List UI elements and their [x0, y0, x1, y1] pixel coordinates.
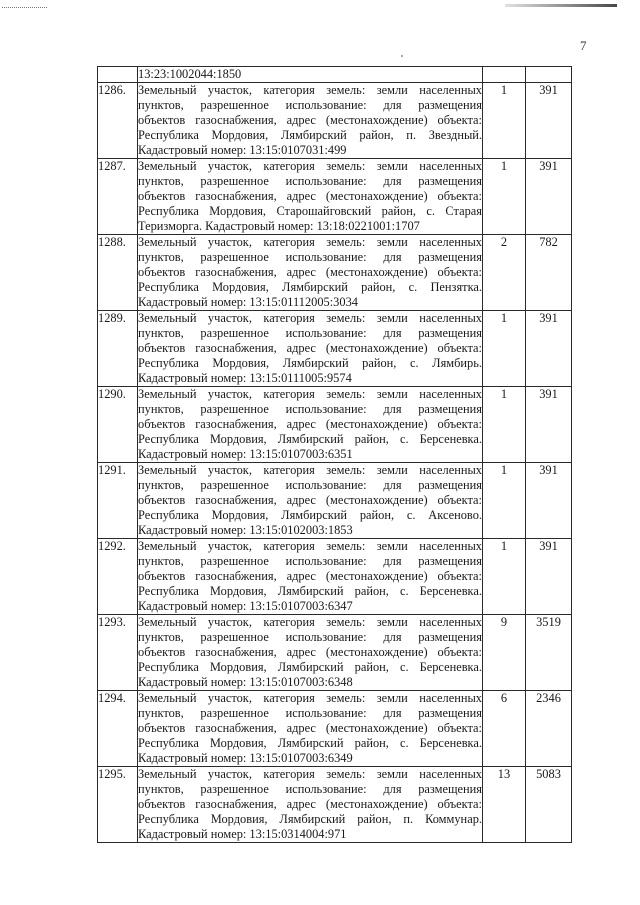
description-line: пунктов, разрешенное использование: для размещения	[138, 174, 482, 188]
description-line: объектов газоснабжения, адрес (местонахождение) объекта:	[138, 797, 482, 811]
table-row	[98, 311, 572, 387]
description-line: объектов газоснабжения, адрес (местонахождение) объекта:	[138, 417, 482, 431]
description-line: пунктов, разрешенное использование: для размещения	[138, 554, 482, 568]
description-line: Земельный участок, категория земель: земли населенных	[138, 539, 482, 553]
description-line: Кадастровый номер: 13:15:0314004:971	[138, 827, 347, 841]
row-number: 1287.	[98, 159, 138, 235]
description-cell	[138, 615, 483, 691]
description-line: пунктов, разрешенное использование: для размещения	[138, 782, 482, 796]
description-line: Республика Мордовия, Лямбирский район, с. Лямбирь.	[138, 356, 482, 370]
quantity-value: 6	[483, 691, 526, 767]
quantity-value: 1	[483, 463, 526, 539]
land-parcel-table	[97, 66, 572, 843]
row-number: 1289.	[98, 311, 138, 387]
description-line: пунктов, разрешенное использование: для размещения	[138, 630, 482, 644]
table-row	[98, 463, 572, 539]
description-line: Земельный участок, категория земель: земли населенных	[138, 463, 482, 477]
row-number: 1294.	[98, 691, 138, 767]
table-row	[98, 767, 572, 843]
row-number-cell	[98, 67, 138, 83]
description-line: Кадастровый номер: 13:15:0107003:6347	[138, 599, 353, 613]
description-line: объектов газоснабжения, адрес (местонахождение) объекта:	[138, 721, 482, 735]
quantity-value: 1	[483, 311, 526, 387]
continuation-row	[98, 67, 572, 83]
description-line: Кадастровый номер: 13:15:0107003:6348	[138, 675, 353, 689]
row-number: 1293.	[98, 615, 138, 691]
description-line: пунктов, разрешенное использование: для размещения	[138, 706, 482, 720]
description-cell	[138, 67, 483, 83]
area-value: 5083	[526, 767, 572, 843]
table-row	[98, 83, 572, 159]
description-line: пунктов, разрешенное использование: для размещения	[138, 250, 482, 264]
area-value: 391	[526, 539, 572, 615]
quantity-value: 2	[483, 235, 526, 311]
description-line: Кадастровый номер: 13:15:0107003:6349	[138, 751, 353, 765]
description-cell	[138, 767, 483, 843]
description-line: объектов газоснабжения, адрес (местонахождение) объекта:	[138, 265, 482, 279]
area-value: 2346	[526, 691, 572, 767]
description-line: Земельный участок, категория земель: земли населенных	[138, 311, 482, 325]
description-line: Земельный участок, категория земель: земли населенных	[138, 691, 482, 705]
scan-artifact-left	[2, 7, 47, 9]
cadastral-number-continued: 13:23:1002044:1850	[138, 67, 242, 81]
description-line: Республика Мордовия, Лямбирский район, с. Аксеново.	[138, 508, 482, 522]
description-cell	[138, 387, 483, 463]
area-value: 391	[526, 83, 572, 159]
quantity-value: 1	[483, 159, 526, 235]
row-number: 1291.	[98, 463, 138, 539]
table-row	[98, 539, 572, 615]
description-cell	[138, 691, 483, 767]
description-line: Теризморга. Кадастровый номер: 13:18:0221001:1707	[138, 219, 420, 233]
description-line: Кадастровый номер: 13:15:0107003:6351	[138, 447, 353, 461]
description-line: объектов газоснабжения, адрес (местонахождение) объекта:	[138, 645, 482, 659]
description-line: объектов газоснабжения, адрес (местонахождение) объекта:	[138, 341, 482, 355]
description-cell	[138, 463, 483, 539]
description-line: Республика Мордовия, Лямбирский район, п. Коммунар.	[138, 812, 482, 826]
description-line: Республика Мордовия, Лямбирский район, с. Берсеневка.	[138, 432, 482, 446]
description-line: Республика Мордовия, Старошайговский район, с. Старая	[138, 204, 482, 218]
description-line: Республика Мордовия, Лямбирский район, с. Берсеневка.	[138, 660, 482, 674]
description-cell	[138, 235, 483, 311]
description-line: объектов газоснабжения, адрес (местонахождение) объекта:	[138, 189, 482, 203]
table-row	[98, 691, 572, 767]
area-value: 391	[526, 463, 572, 539]
description-line: Республика Мордовия, Лямбирский район, п. Звездный.	[138, 128, 482, 142]
description-line: Земельный участок, категория земель: земли населенных	[138, 767, 482, 781]
table-row	[98, 235, 572, 311]
row-number: 1292.	[98, 539, 138, 615]
quantity-value: 13	[483, 767, 526, 843]
page-number: 7	[580, 38, 587, 53]
description-line: объектов газоснабжения, адрес (местонахождение) объекта:	[138, 113, 482, 127]
description-line: Кадастровый номер: 13:15:0111005:9574	[138, 371, 352, 385]
description-line: объектов газоснабжения, адрес (местонахождение) объекта:	[138, 493, 482, 507]
description-line: Земельный участок, категория земель: земли населенных	[138, 159, 482, 173]
table-row	[98, 387, 572, 463]
description-line: пунктов, разрешенное использование: для размещения	[138, 402, 482, 416]
description-line: Земельный участок, категория земель: земли населенных	[138, 235, 482, 249]
description-line: пунктов, разрешенное использование: для размещения	[138, 98, 482, 112]
quantity-value: 9	[483, 615, 526, 691]
row-number: 1290.	[98, 387, 138, 463]
area-value: 782	[526, 235, 572, 311]
area-value: 391	[526, 387, 572, 463]
description-cell	[138, 159, 483, 235]
scan-artifact-top-right	[505, 4, 617, 7]
description-line: пунктов, разрешенное использование: для размещения	[138, 326, 482, 340]
row-number: 1288.	[98, 235, 138, 311]
description-cell	[138, 311, 483, 387]
quantity-cell	[483, 67, 526, 83]
row-number: 1286.	[98, 83, 138, 159]
area-value: 3519	[526, 615, 572, 691]
description-line: Республика Мордовия, Лямбирский район, с. Пензятка.	[138, 280, 482, 294]
land-parcel-table-body	[98, 67, 572, 843]
description-line: объектов газоснабжения, адрес (местонахождение) объекта:	[138, 569, 482, 583]
quantity-value: 1	[483, 83, 526, 159]
area-value: 391	[526, 159, 572, 235]
description-line: Земельный участок, категория земель: земли населенных	[138, 387, 482, 401]
description-line: Республика Мордовия, Лямбирский район, с. Берсеневка.	[138, 584, 482, 598]
description-line: Кадастровый номер: 13:15:0102003:1853	[138, 523, 353, 537]
table-row	[98, 615, 572, 691]
description-line: Республика Мордовия, Лямбирский район, с. Берсеневка.	[138, 736, 482, 750]
description-line: Земельный участок, категория земель: земли населенных	[138, 83, 482, 97]
description-line: Кадастровый номер: 13:15:0107031:499	[138, 143, 347, 157]
area-value: 391	[526, 311, 572, 387]
description-cell	[138, 539, 483, 615]
table-row	[98, 159, 572, 235]
description-line: Земельный участок, категория земель: земли населенных	[138, 615, 482, 629]
scan-speck	[401, 55, 403, 57]
description-line: Кадастровый номер: 13:15:01112005:3034	[138, 295, 358, 309]
quantity-value: 1	[483, 539, 526, 615]
quantity-value: 1	[483, 387, 526, 463]
area-cell	[526, 67, 572, 83]
description-cell	[138, 83, 483, 159]
row-number: 1295.	[98, 767, 138, 843]
description-line: пунктов, разрешенное использование: для размещения	[138, 478, 482, 492]
